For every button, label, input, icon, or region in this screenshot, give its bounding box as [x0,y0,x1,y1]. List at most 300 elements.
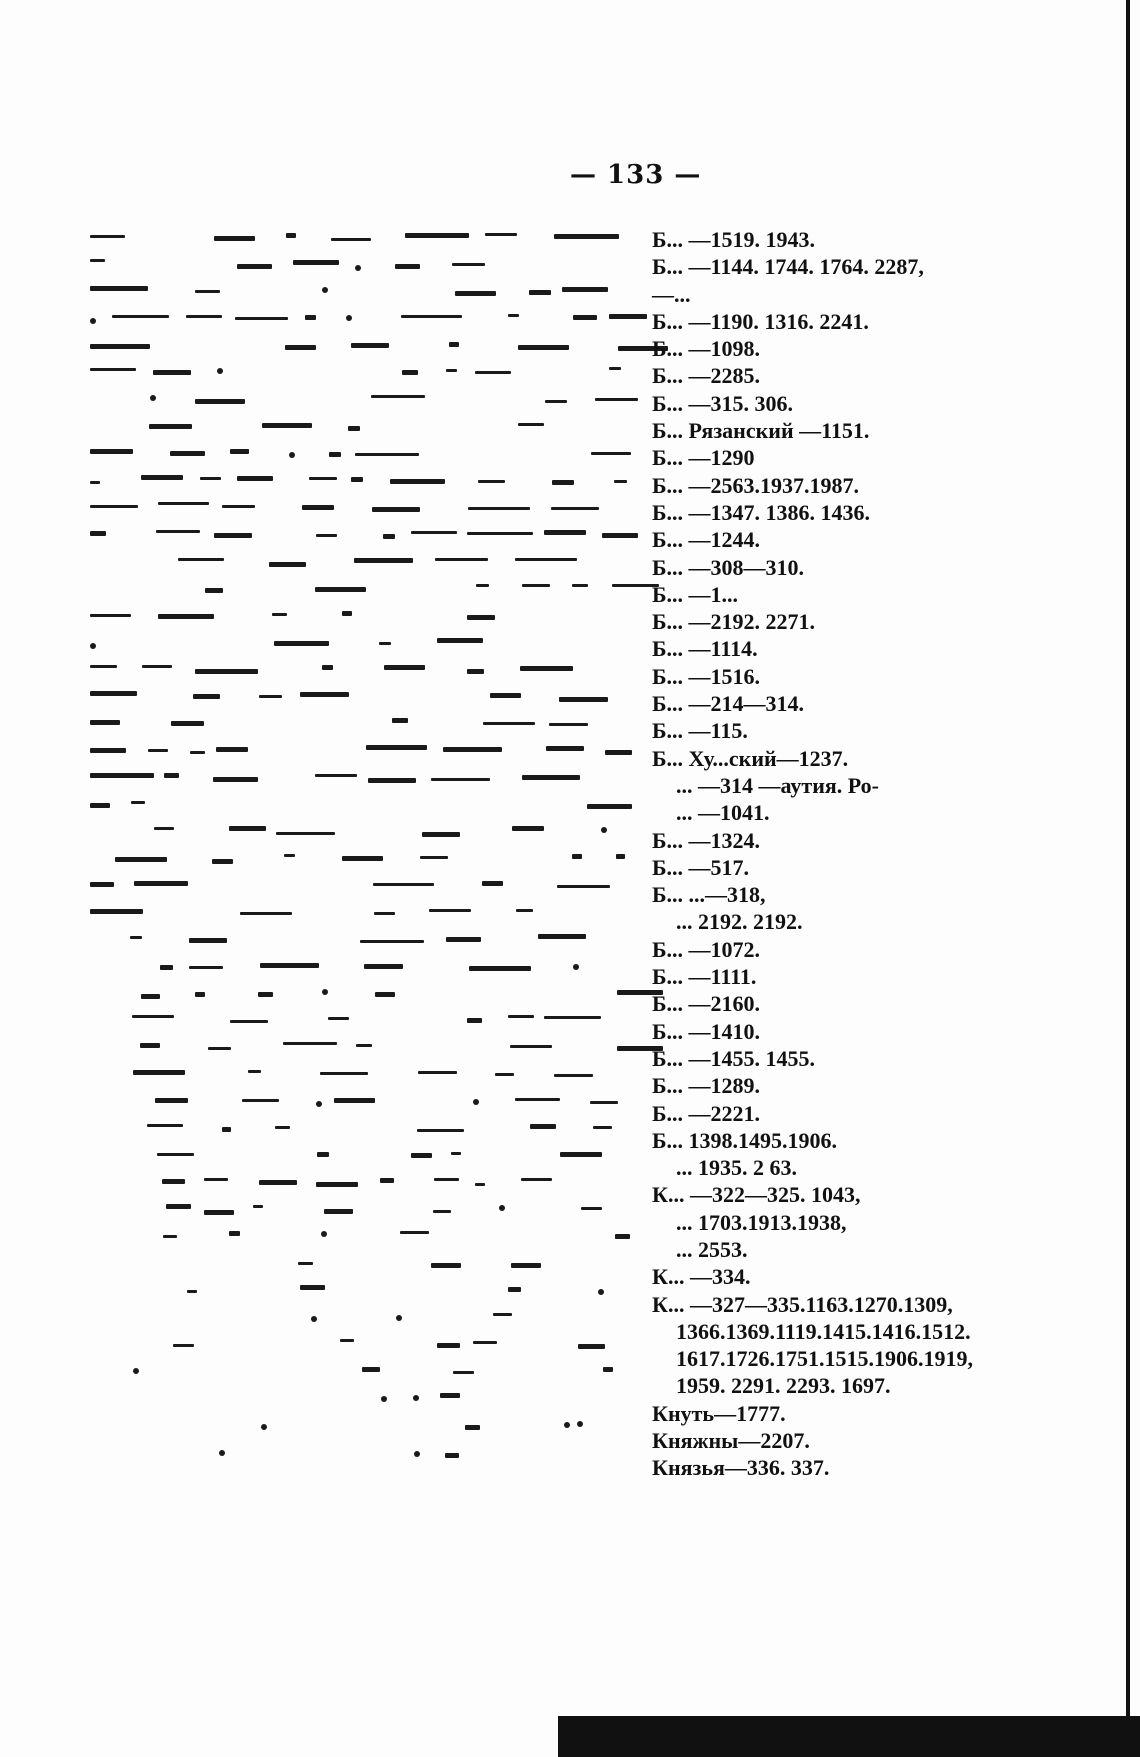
index-entry: Б... —1114. [652,636,758,662]
faded-text-fragment [90,803,110,808]
index-entry: ... —1041. [676,800,770,826]
faded-text-fragment [90,505,138,508]
faded-text-fragment [546,746,583,751]
faded-text-fragment [395,264,420,269]
index-entry: Б... —2221. [652,1100,761,1126]
faded-text-fragment [508,1015,534,1018]
faded-text-fragment [272,613,287,616]
faded-text-fragment [300,692,349,697]
faded-text-fragment [545,400,568,403]
faded-text-fragment [322,287,328,293]
faded-text-fragment [467,532,533,535]
faded-text-fragment [155,1098,188,1103]
faded-text-fragment [217,368,223,374]
faded-text-fragment [237,264,271,269]
faded-text-fragment [414,1451,420,1457]
faded-text-fragment [405,233,469,238]
faded-text-fragment [591,452,631,455]
faded-text-fragment [115,857,166,862]
faded-text-fragment [440,1393,460,1398]
faded-text-fragment [90,235,125,238]
faded-text-fragment [186,315,221,318]
left-column-faded-text [90,226,630,1526]
faded-text-fragment [205,588,224,593]
faded-text-fragment [400,1231,429,1234]
faded-text-fragment [518,345,569,350]
faded-text-fragment [149,424,192,429]
index-entry: Б... —517. [652,854,750,880]
faded-text-fragment [302,505,335,510]
faded-text-fragment [609,314,647,319]
faded-text-fragment [551,507,598,510]
faded-text-fragment [559,697,607,702]
faded-text-fragment [478,480,505,483]
faded-text-fragment [581,1207,602,1210]
faded-text-fragment [261,1424,267,1430]
faded-text-fragment [572,584,588,587]
faded-text-fragment [178,558,224,561]
faded-text-fragment [320,1072,369,1075]
faded-text-fragment [158,502,209,505]
faded-text-fragment [538,934,586,939]
index-entry: Б... —1190. 1316. 2241. [652,308,869,334]
faded-text-fragment [90,449,133,454]
faded-text-fragment [401,315,463,318]
faded-text-fragment [402,370,419,375]
faded-text-fragment [154,827,174,830]
faded-text-fragment [560,1152,602,1157]
faded-text-fragment [342,611,352,616]
faded-text-fragment [601,827,607,833]
index-entry: 1366.1369.1119.1415.1416.1512. [676,1318,971,1344]
faded-text-fragment [490,693,521,698]
index-entry: ... 2192. 2192. [676,909,803,935]
faded-text-fragment [495,1073,514,1076]
faded-text-fragment [253,1205,263,1208]
faded-text-fragment [564,1422,570,1428]
faded-text-fragment [195,992,205,997]
faded-text-fragment [452,263,485,266]
faded-text-fragment [130,936,142,939]
faded-text-fragment [286,233,297,238]
faded-text-fragment [435,558,489,561]
faded-text-fragment [598,1289,604,1295]
faded-text-fragment [157,1153,194,1156]
faded-text-fragment [420,856,448,859]
faded-text-fragment [453,1371,474,1374]
faded-text-fragment [229,1231,240,1236]
faded-text-fragment [274,641,328,646]
index-entry: Б... —1290 [652,445,755,471]
faded-text-fragment [562,287,608,292]
faded-text-fragment [141,475,183,480]
faded-text-fragment [315,587,366,592]
index-entry: Б... —1455. 1455. [652,1045,816,1071]
faded-text-fragment [240,912,292,915]
faded-text-fragment [162,1179,185,1184]
index-entry: Б... —1324. [652,827,761,853]
faded-text-fragment [411,531,456,534]
faded-text-fragment [351,477,364,482]
faded-text-fragment [396,1315,402,1321]
faded-text-fragment [158,614,214,619]
faded-text-fragment [293,260,338,265]
faded-text-fragment [283,1042,337,1045]
faded-text-fragment [189,938,227,943]
faded-text-fragment [90,748,126,753]
faded-text-fragment [260,963,319,968]
faded-text-fragment [516,909,533,912]
index-entry: К... —322—325. 1043, [652,1182,861,1208]
faded-text-fragment [485,233,516,236]
faded-text-fragment [384,665,425,670]
faded-text-fragment [222,505,255,508]
faded-text-fragment [554,1074,593,1077]
index-entry: Б... —214—314. [652,691,805,717]
faded-text-fragment [379,642,391,645]
faded-text-fragment [150,395,156,401]
faded-text-fragment [133,1070,184,1075]
faded-text-fragment [437,638,483,643]
faded-text-fragment [473,1099,479,1105]
faded-text-fragment [578,1344,604,1349]
faded-text-fragment [346,315,352,321]
faded-text-fragment [156,530,200,533]
faded-text-fragment [368,778,415,783]
faded-text-fragment [90,720,120,725]
faded-text-fragment [284,854,295,857]
faded-text-fragment [449,342,460,347]
faded-text-fragment [173,1344,194,1347]
faded-text-fragment [573,964,579,970]
faded-text-fragment [90,286,148,291]
faded-text-fragment [235,317,288,320]
faded-text-fragment [473,1341,496,1344]
faded-text-fragment [90,773,154,778]
index-entry: Князья—336. 337. [652,1455,830,1481]
faded-text-fragment [431,778,490,781]
index-entry: Б... —1072. [652,936,761,962]
faded-text-fragment [351,343,390,348]
faded-text-fragment [90,614,131,617]
faded-text-fragment [374,912,394,915]
index-entry: 1617.1726.1751.1515.1906.1919, [676,1346,973,1372]
faded-text-fragment [554,234,619,239]
faded-text-fragment [317,1152,329,1157]
faded-text-fragment [237,476,273,481]
faded-text-fragment [258,992,273,997]
faded-text-fragment [380,1178,394,1183]
faded-text-fragment [476,584,489,587]
faded-text-fragment [269,562,305,567]
faded-text-fragment [230,449,249,454]
index-entry: Б... Ху...ский—1237. [652,745,849,771]
faded-text-fragment [431,1263,461,1268]
index-entry: ... —314 —аутия. Ро- [676,772,879,798]
index-entry: —... [652,281,691,307]
faded-text-fragment [90,909,143,914]
index-entry: Б... —1... [652,581,739,607]
faded-text-fragment [259,1180,297,1185]
faded-text-fragment [511,1263,541,1268]
faded-text-fragment [212,859,234,864]
index-entry: Б... —2563.1937.1987. [652,472,860,498]
faded-text-fragment [429,909,471,912]
faded-text-fragment [371,395,425,398]
faded-text-fragment [193,694,220,699]
index-entry: Б... —315. 306. [652,390,794,416]
faded-text-fragment [590,1101,618,1104]
faded-text-fragment [465,1425,481,1430]
faded-text-fragment [187,1290,198,1293]
faded-text-fragment [515,1098,560,1101]
faded-text-fragment [508,314,519,317]
faded-text-fragment [434,1178,459,1181]
index-entry: К... —334. [652,1264,751,1290]
faded-text-fragment [90,368,136,371]
scan-shadow-bar [558,1716,1140,1757]
faded-text-fragment [134,881,188,886]
faded-text-fragment [417,1129,464,1132]
faded-text-fragment [468,507,530,510]
faded-text-fragment [356,1044,371,1047]
faded-text-fragment [90,344,150,349]
faded-text-fragment [573,315,597,320]
faded-text-fragment [222,1127,231,1132]
faded-text-fragment [305,315,316,320]
faded-text-fragment [372,507,420,512]
faded-text-fragment [413,1395,419,1401]
faded-text-fragment [112,315,169,318]
faded-text-fragment [482,881,504,886]
faded-text-fragment [422,832,460,837]
index-entry: Б... —1289. [652,1073,761,1099]
index-entry: Б... —2285. [652,363,761,389]
index-entry: Б... —1098. [652,336,761,362]
faded-text-fragment [90,882,114,887]
faded-text-fragment [230,1020,267,1023]
faded-text-fragment [437,1343,460,1348]
index-entry: ... 2553. [676,1236,748,1262]
faded-text-fragment [373,883,434,886]
faded-text-fragment [195,290,220,293]
faded-text-fragment [275,1126,290,1129]
faded-text-fragment [475,371,512,374]
faded-text-fragment [189,966,224,969]
faded-text-fragment [552,480,573,485]
faded-text-fragment [300,1285,325,1290]
index-entry: Б... Рязанский —1151. [652,418,870,444]
faded-text-fragment [216,747,249,752]
index-entry: Б... —308—310. [652,554,805,580]
faded-text-fragment [443,747,502,752]
faded-text-fragment [259,695,283,698]
faded-text-fragment [131,801,145,804]
faded-text-fragment [132,1015,174,1018]
faded-text-fragment [204,1210,234,1215]
faded-text-fragment [315,774,357,777]
faded-text-fragment [316,1101,322,1107]
faded-text-fragment [170,451,205,456]
faded-text-fragment [445,1453,459,1458]
index-entry: Б... —1347. 1386. 1436. [652,499,871,525]
faded-text-fragment [364,964,403,969]
faded-text-fragment [190,751,205,754]
faded-text-fragment [90,691,137,696]
faded-text-fragment [475,1183,485,1186]
faded-text-fragment [577,1421,583,1427]
faded-text-fragment [195,669,258,674]
faded-text-fragment [515,558,576,561]
faded-text-fragment [342,856,383,861]
faded-text-fragment [348,426,359,431]
faded-text-fragment [609,367,621,370]
index-entry: Б... —1111. [652,964,757,990]
faded-text-fragment [493,1313,512,1316]
index-entry: Б... —1244. [652,527,761,553]
faded-text-fragment [262,423,313,428]
faded-text-fragment [309,477,336,480]
faded-text-fragment [521,1178,552,1181]
faded-text-fragment [90,259,105,262]
faded-text-fragment [334,1098,375,1103]
faded-text-fragment [362,1367,380,1372]
index-entry: Б... 1398.1495.1906. [652,1127,838,1153]
faded-text-fragment [483,722,534,725]
page-edge-line [1126,0,1130,1757]
faded-text-fragment [499,1205,505,1211]
faded-text-fragment [340,1339,354,1342]
faded-text-fragment [316,534,336,537]
faded-text-fragment [557,885,609,888]
faded-text-fragment [355,265,361,271]
faded-text-fragment [322,989,328,995]
faded-text-fragment [572,854,582,859]
index-entry: Б... —1516. [652,663,761,689]
faded-text-fragment [522,584,550,587]
index-entry: Б... ...—318, [652,882,766,908]
faded-text-fragment [322,665,333,670]
faded-text-fragment [446,937,480,942]
index-entry: Б... —2160. [652,991,761,1017]
faded-text-fragment [171,721,204,726]
faded-text-fragment [508,1287,521,1292]
faded-text-fragment [616,854,626,859]
index-entry: 1959. 2291. 2293. 1697. [676,1373,891,1399]
faded-text-fragment [324,1209,353,1214]
faded-text-fragment [467,1018,483,1023]
faded-text-fragment [467,669,484,674]
faded-text-fragment [160,965,173,970]
faded-text-fragment [248,1070,261,1073]
faded-text-fragment [141,994,160,999]
faded-text-fragment [355,453,419,456]
faded-text-fragment [467,615,494,620]
faded-text-fragment [90,481,100,484]
faded-text-fragment [587,804,633,809]
index-entry: ... 1935. 2 63. [676,1155,797,1181]
faded-text-fragment [544,530,587,535]
faded-text-fragment [390,479,445,484]
faded-text-fragment [229,826,266,831]
faded-text-fragment [469,966,531,971]
faded-text-fragment [321,1231,327,1237]
index-entry: Б... —1519. 1943. [652,227,816,252]
faded-text-fragment [133,1368,139,1374]
faded-text-fragment [163,1235,177,1238]
faded-text-fragment [615,1234,631,1239]
index-entry: Княжны—2207. [652,1428,810,1454]
faded-text-fragment [90,531,106,536]
faded-text-fragment [446,369,457,372]
faded-text-fragment [510,1045,553,1048]
faded-text-fragment [455,291,496,296]
faded-text-fragment [518,423,545,426]
faded-text-fragment [602,533,638,538]
faded-text-fragment [366,745,427,750]
faded-text-fragment [512,826,544,831]
faded-text-fragment [605,750,632,755]
index-entry: Б... —115. [652,718,748,744]
faded-text-fragment [219,1450,225,1456]
faded-text-fragment [331,238,371,241]
faded-text-fragment [140,1043,160,1048]
faded-text-fragment [595,398,638,401]
faded-text-fragment [383,534,395,539]
faded-text-fragment [392,718,409,723]
index-entry: К... —327—335.1163.1270.1309, [652,1291,953,1317]
faded-text-fragment [142,665,172,668]
faded-text-fragment [90,665,117,668]
faded-text-fragment [360,940,424,943]
faded-text-fragment [614,480,626,483]
faded-text-fragment [204,1178,228,1181]
faded-text-fragment [214,236,255,241]
faded-text-fragment [520,666,574,671]
faded-text-fragment [451,1152,460,1155]
faded-text-fragment [316,1182,358,1187]
index-entry: Б... —1410. [652,1018,761,1044]
faded-text-fragment [276,832,335,835]
faded-text-fragment [214,533,251,538]
index-entry: ... 1703.1913.1938, [676,1209,847,1235]
faded-text-fragment [544,1016,601,1019]
faded-text-fragment [529,290,551,295]
faded-text-fragment [90,643,96,649]
faded-text-fragment [195,399,245,404]
faded-text-fragment [289,452,295,458]
faded-text-fragment [530,1124,556,1129]
faded-text-fragment [593,1126,612,1129]
faded-text-fragment [166,1204,191,1209]
faded-text-fragment [298,1262,313,1265]
index-entry: Б... —1144. 1744. 1764. 2287, [652,254,924,280]
faded-text-fragment [433,1210,452,1213]
faded-text-fragment [375,992,395,997]
faded-text-fragment [200,477,221,480]
faded-text-fragment [311,1316,317,1322]
faded-text-fragment [381,1396,387,1402]
faded-text-fragment [603,1367,613,1372]
faded-text-fragment [411,1153,432,1158]
faded-text-fragment [328,1017,350,1020]
faded-text-fragment [148,749,168,752]
faded-text-fragment [354,558,414,563]
faded-text-fragment [90,318,96,324]
faded-text-fragment [153,370,191,375]
faded-text-fragment [522,775,580,780]
faded-text-fragment [418,1071,457,1074]
